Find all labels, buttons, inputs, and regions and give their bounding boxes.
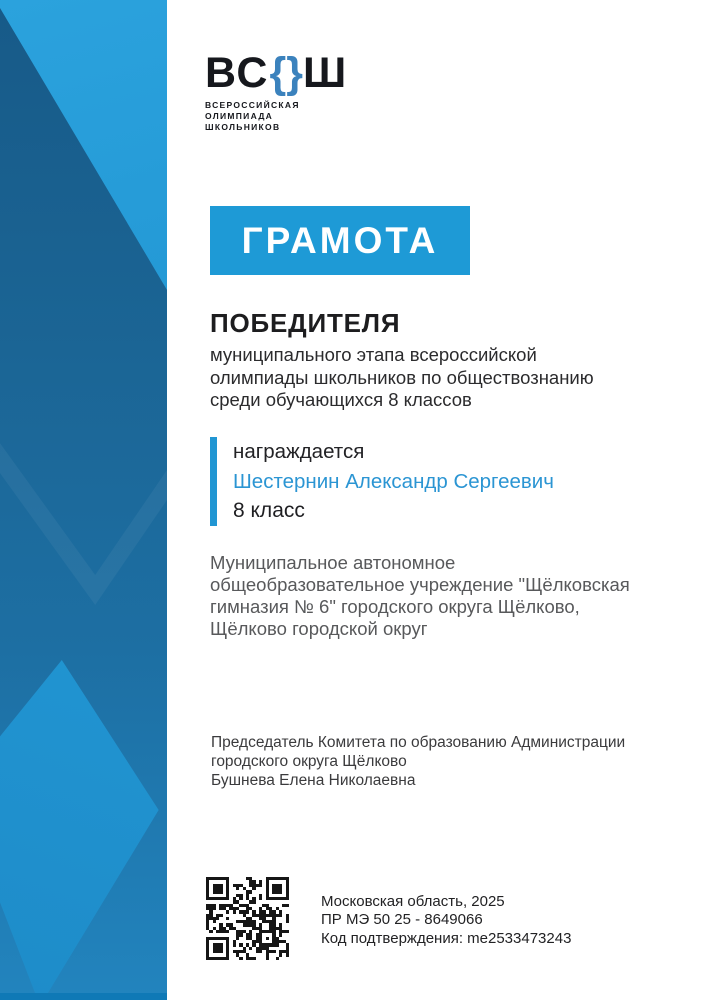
logo-word-left: ВС (205, 49, 270, 97)
award-description-line: среди обучающихся 8 классов (210, 389, 472, 410)
vsosh-logo-wordmark (205, 50, 348, 96)
signature-block (211, 734, 625, 790)
recipient-name: Шестернин Александр Сергеевич (233, 469, 554, 493)
footer-region-year: Московская область, 2025 (321, 893, 505, 910)
school-name-line: Муниципальное автономное (210, 552, 456, 573)
award-description (210, 344, 594, 412)
vsosh-logo-subtitle (205, 100, 348, 133)
qr-module (286, 957, 289, 960)
left-ribbon-decoration (0, 0, 167, 1000)
award-status-heading: ПОБЕДИТЕЛЯ (210, 308, 401, 338)
logo-word-right: Ш (302, 49, 349, 97)
signer-name: Бушнева Елена Николаевна (211, 771, 416, 789)
school-name-line: общеобразовательное учреждение "Щёлковская (210, 574, 630, 595)
vsosh-logo (205, 50, 348, 133)
award-description-line: олимпиады школьников по обществознанию (210, 366, 594, 388)
awarded-label: награждается (233, 440, 365, 463)
logo-subtitle-line: ОЛИМПИАДА (205, 111, 274, 121)
logo-braces-icon: {} (269, 49, 303, 97)
ribbon-bottom-strip (0, 993, 167, 1000)
certificate-footer (321, 893, 571, 948)
certificate-title-banner (210, 206, 470, 275)
school-name-line: гимназия № 6" городского округа Щёлково, (210, 596, 580, 617)
award-description-line: муниципального этапа всероссийской (210, 344, 537, 365)
recipient-block (210, 437, 630, 526)
school-name (210, 552, 630, 640)
signer-position-line: Председатель Комитета по образованию Администрации (211, 734, 626, 751)
logo-subtitle-line: ШКОЛЬНИКОВ (205, 122, 281, 132)
signer-position-line: городского округа Щёлково (211, 752, 407, 770)
school-name-line: Щёлково городской округ (210, 618, 428, 639)
recipient-grade: 8 класс (233, 499, 305, 522)
certificate-title: ГРАМОТА (241, 219, 439, 261)
logo-subtitle-line: ВСЕРОССИЙСКАЯ (205, 100, 300, 110)
qr-code (206, 877, 289, 960)
footer-doc-number: ПР МЭ 50 25 - 8649066 (321, 911, 483, 929)
footer-confirmation-code: Код подтверждения: me2533473243 (321, 929, 572, 947)
